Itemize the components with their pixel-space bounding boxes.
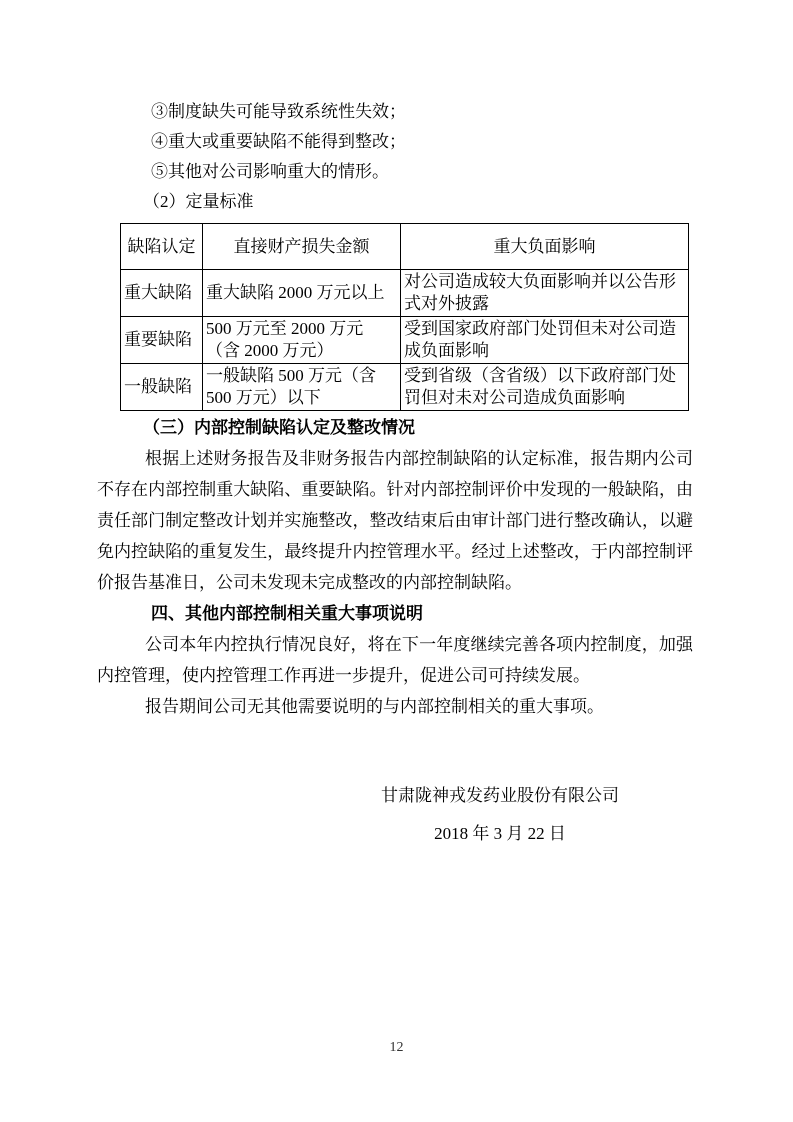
table-cell: 对公司造成较大负面影响并以公告形式对外披露	[401, 270, 689, 317]
paragraph-other-matters-1: 公司本年内控执行情况良好，将在下一年度继续完善各项内控制度，加强内控管理，使内控管理工作再进一步提升，促进公司可持续发展。	[97, 635, 693, 685]
header-cell-negative-impact: 重大负面影响	[401, 224, 689, 270]
defect-standards-table	[120, 223, 689, 411]
table-row-general-defect	[121, 364, 689, 411]
table-row-important-defect	[121, 317, 689, 364]
signature-company-name: 甘肃陇神戎发药业股份有限公司	[381, 786, 619, 805]
signature-block	[307, 780, 693, 849]
table-row-major-defect	[121, 270, 689, 317]
table-cell: 500 万元至 2000 万元（含 2000 万元）	[203, 317, 401, 364]
qualitative-item-3: ③制度缺失可能导致系统性失效；	[151, 102, 406, 121]
qualitative-item-5: ⑤其他对公司影响重大的情形。	[151, 162, 389, 181]
table-cell: 重要缺陷	[121, 317, 203, 364]
table-cell: 受到国家政府部门处罚但未对公司造成负面影响	[401, 317, 689, 364]
table-cell: 一般缺陷	[121, 364, 203, 411]
table-cell: 受到省级（含省级）以下政府部门处罚但对未对公司造成负面影响	[401, 364, 689, 411]
paragraph-other-matters-2: 报告期间公司无其他需要说明的与内部控制相关的重大事项。	[145, 697, 604, 716]
header-cell-defect-level: 缺陷认定	[121, 224, 203, 270]
header-cell-direct-loss: 直接财产损失金额	[203, 224, 401, 270]
table-header-row	[121, 224, 689, 270]
paragraph-defect-rectification: 根据上述财务报告及非财务报告内部控制缺陷的认定标准，报告期内公司不存在内部控制重大缺陷、重要缺陷。针对内部控制评价中发现的一般缺陷，由责任部门制定整改计划并实施整改，整改结束后由审计部门进行整改确认，以避免内控缺陷的重复发生，最终提升内控管理水平。经过上述整改，于内部控制评价报告基准日，公司未发现未完成整改的内部控制缺陷。	[97, 449, 693, 592]
section-heading-defect-rectification: （三）内部控制缺陷认定及整改情况	[143, 418, 415, 437]
section-heading-other-matters: 四、其他内部控制相关重大事项说明	[151, 604, 423, 623]
table-cell: 一般缺陷 500 万元（含 500 万元）以下	[203, 364, 401, 411]
signature-date: 2018 年 3 月 22 日	[434, 824, 566, 843]
quantitative-standard-heading: （2）定量标准	[143, 192, 254, 211]
table-cell: 重大缺陷 2000 万元以上	[203, 270, 401, 317]
page-number: 12	[389, 1040, 404, 1055]
table-cell: 重大缺陷	[121, 270, 203, 317]
qualitative-item-4: ④重大或重要缺陷不能得到整改；	[151, 132, 406, 151]
